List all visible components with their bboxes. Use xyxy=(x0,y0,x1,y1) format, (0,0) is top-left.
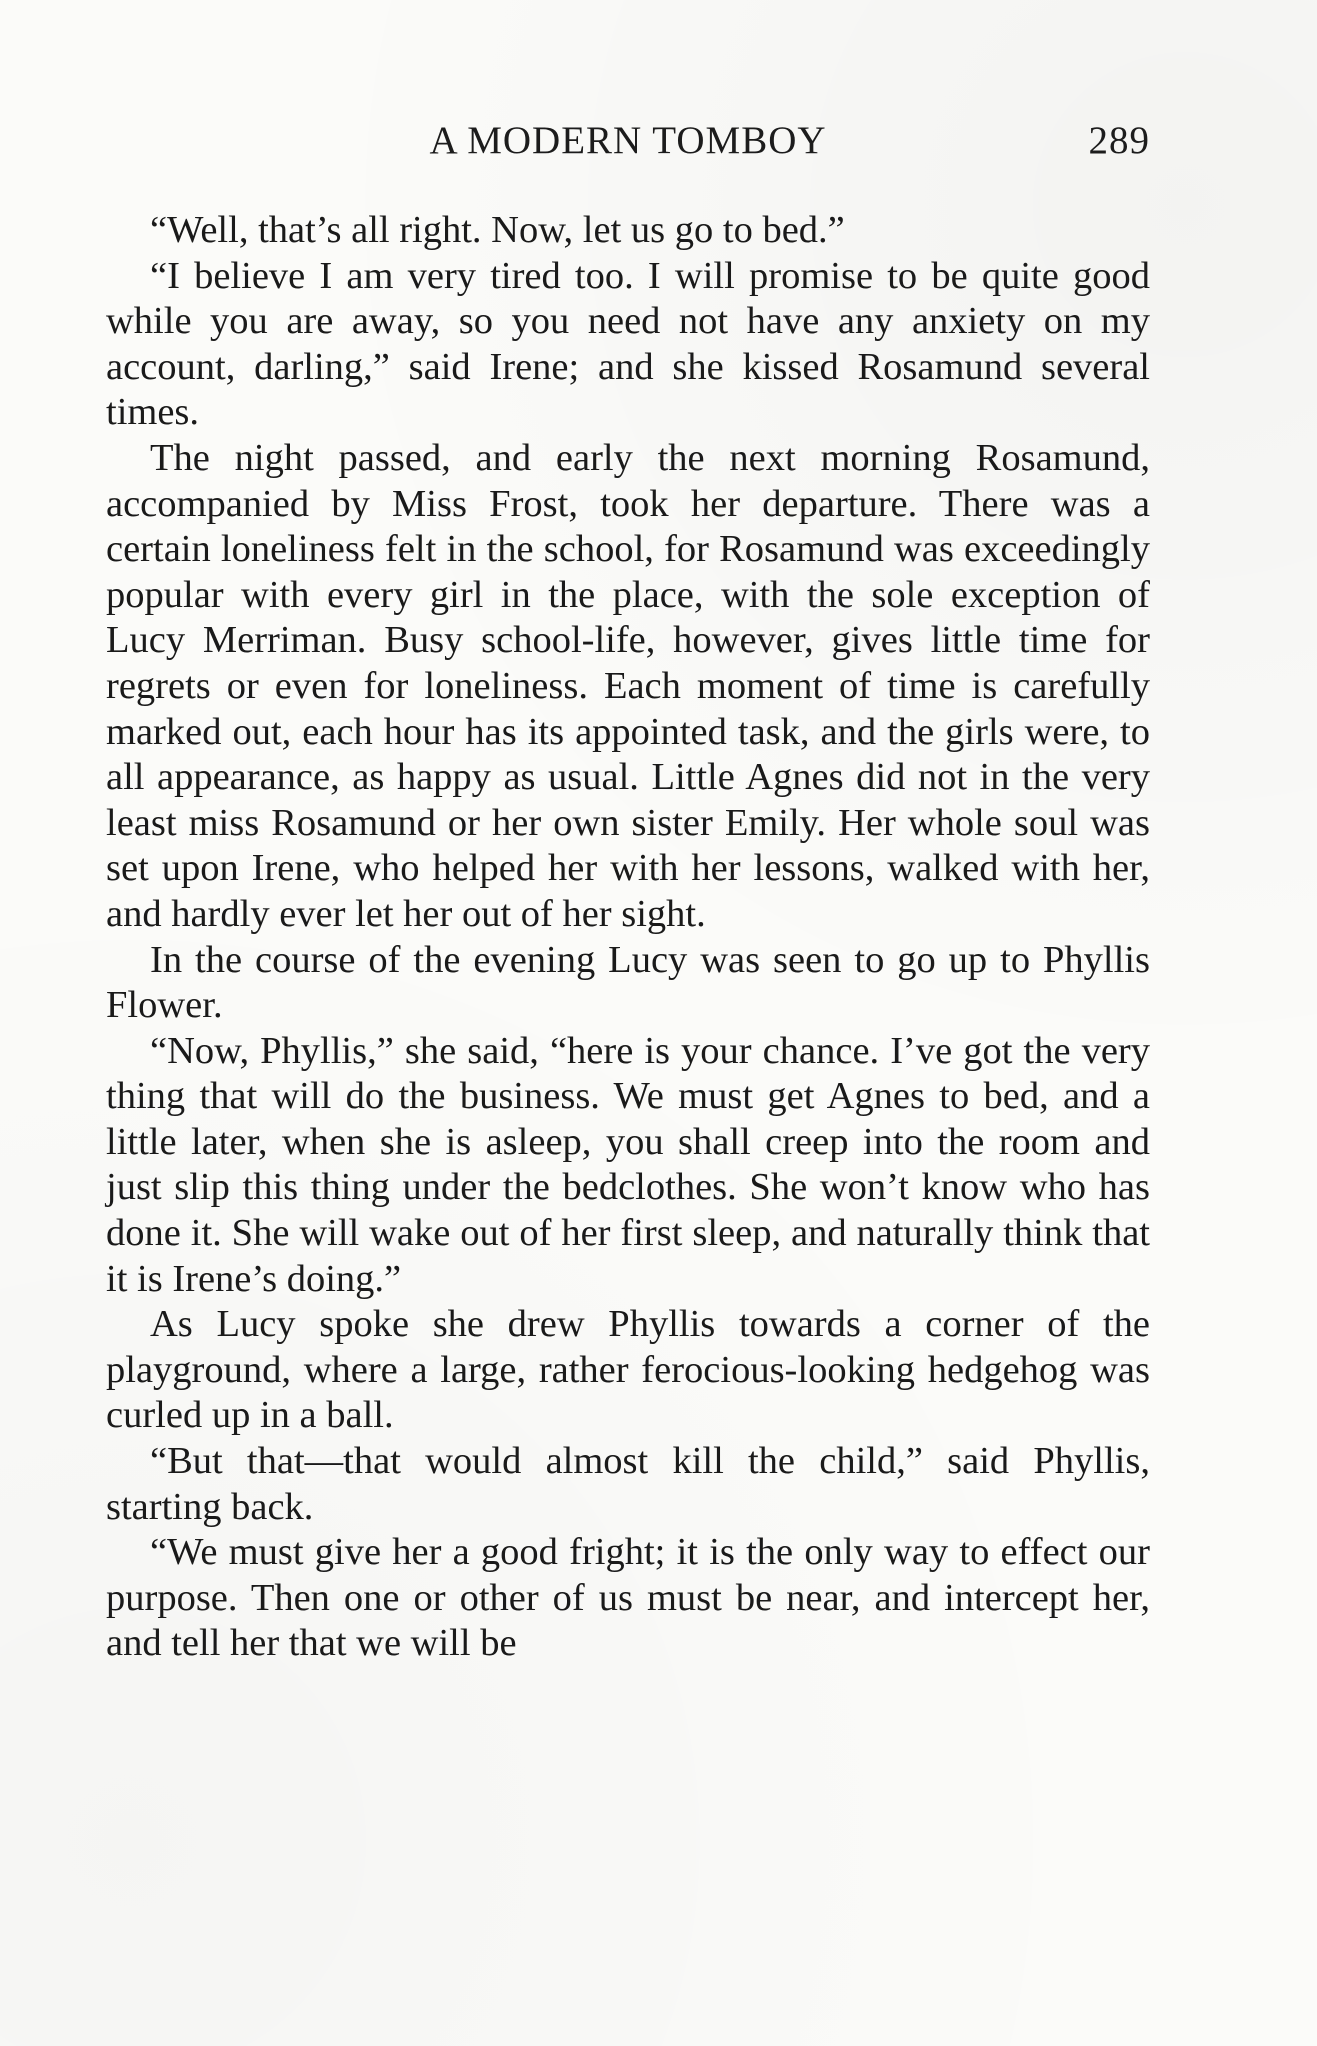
body-text xyxy=(106,208,1150,1667)
paragraph: As Lucy spoke she drew Phyllis towards a corner of the playground, where a large, rather ferocious-looking hedgehog was curled up in a ball. xyxy=(106,1303,1150,1437)
page-number: 289 xyxy=(1088,119,1150,162)
paragraph: “Now, Phyllis,” she said, “here is your chance. I’ve got the very thing that will do the business. We must get Agnes to bed, and a little later, when she is asleep, you shall creep into the room and just slip this thing under the bedclothes. She won’t know who has done it. She will wake out of her first sleep, and naturally think that it is Irene’s doing.” xyxy=(106,1029,1150,1300)
running-head xyxy=(106,118,1150,168)
running-title: A MODERN TOMBOY xyxy=(429,119,827,162)
paragraph: “But that—that would almost kill the child,” said Phyllis, starting back. xyxy=(106,1440,1150,1528)
paragraph: “I believe I am very tired too. I will promise to be quite good while you are away, so you need not have any anxiety on my account, darling,” said Irene; and she kissed Rosamund several times. xyxy=(106,254,1150,434)
paragraph: “Well, that’s all right. Now, let us go to bed.” xyxy=(150,209,845,251)
paragraph: The night passed, and early the next morning Rosamund, accompanied by Miss Frost, took her departure. There was a certain loneliness felt in the school, for Rosamund was exceedingly popular with every girl in the place, with the sole exception of Lucy Merriman. Busy school-life, however, gives little time for regrets or even for loneliness. Each moment of time is carefully marked out, each hour has its appointed task, and the girls were, to all appearance, as happy as usual. Little Agnes did not in the very least miss Rosamund or her own sister Emily. Her whole soul was set upon Irene, who helped her with her lessons, walked with her, and hardly ever let her out of her sight. xyxy=(106,436,1150,935)
paragraph: In the course of the evening Lucy was seen to go up to Phyllis Flower. xyxy=(106,938,1150,1027)
paragraph: “We must give her a good fright; it is the only way to effect our purpose. Then one or other of us must be near, and intercept her, and tell her that we will be xyxy=(106,1531,1150,1665)
